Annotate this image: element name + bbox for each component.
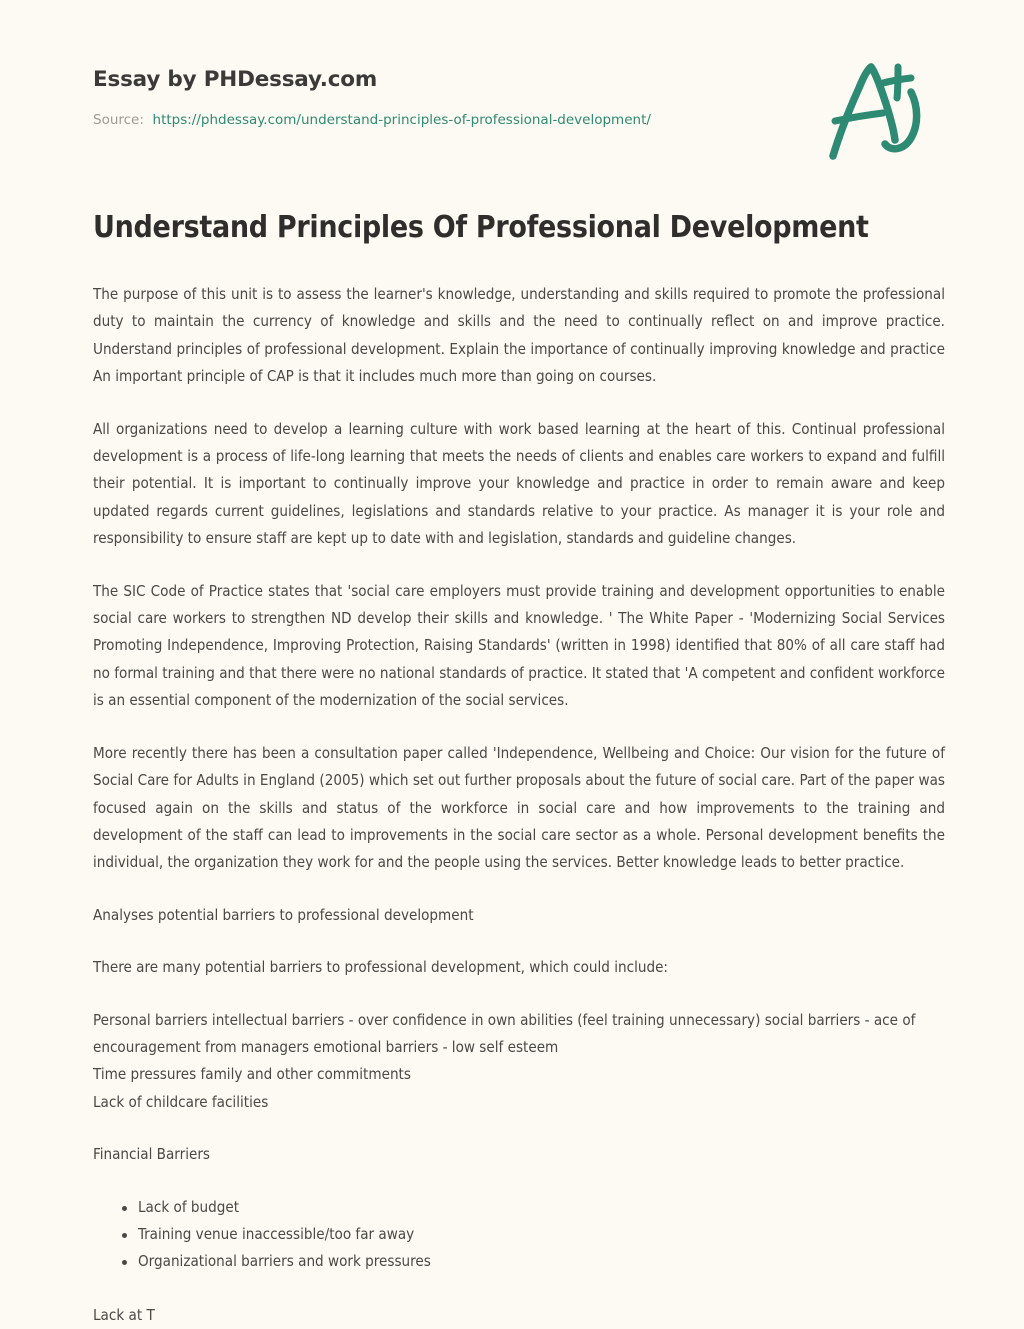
trailing-line: Lack at T (93, 1305, 155, 1324)
source-label: Source: (93, 111, 144, 128)
paragraph-1: The purpose of this unit is to assess the learner's knowledge, understanding and skills required to promote the professional duty to maintain the currency of knowledge and skills and the need to continually reflect on and improve practice. Understand principles of professional development. Explain the importance of continually improving knowledge and practice An important principle of CAP is that it includes much more than going on courses. (93, 285, 945, 386)
source-line (93, 112, 651, 128)
page-title: Understand Principles Of Professional Development (93, 210, 869, 245)
aplus-logo-icon (805, 52, 945, 167)
brand-title: Essay by PHDessay.com (93, 67, 378, 92)
article-body (93, 210, 945, 1329)
list-item (93, 1194, 945, 1221)
source-url-link[interactable]: https://phdessay.com/understand-principles-of-professional-development/ (152, 111, 651, 128)
list-item-label: Lack of budget (138, 1197, 240, 1216)
brand-block (93, 68, 651, 128)
personal-barriers-line-1: Personal barriers intellectual barriers - over confidence in own abilities (feel training unnecessary) social barriers - ace of encouragement from managers emotional barriers - low self esteem (93, 1010, 916, 1056)
financial-barriers-list (93, 1194, 945, 1276)
paragraph-4: More recently there has been a consultation paper called 'Independence, Wellbeing and Choice: Our vision for the future of Social Care for Adults in England (2005) which set out further proposals about the future of social care. Part of the paper was focused again on the skills and status of the workforce in social care and how improvements to the training and development of the staff can lead to improvements in the social care sector as a whole. Personal development benefits the individual, the organization they work for and the people using the services. Better knowledge leads to better practice. (93, 743, 945, 872)
site-header (0, 0, 1024, 190)
list-item (93, 1248, 945, 1275)
financial-barriers-heading: Financial Barriers (93, 1145, 210, 1164)
paragraph-2: All organizations need to develop a learning culture with work based learning at the heart of this. Continual professional development is a process of life-long learning that meets the needs of clients and enables care workers to expand and fulfill their potential. It is important to continually improve your knowledge and practice in order to remain aware and keep updated regards current guidelines, legislations and standards relative to your practice. As manager it is your role and responsibility to ensure staff are kept up to date with and legislation, standards and guideline changes. (93, 419, 945, 548)
list-item-label: Training venue inaccessible/too far away (138, 1224, 415, 1243)
personal-barriers-line-3: Lack of childcare facilities (93, 1092, 269, 1111)
barriers-intro-line: There are many potential barriers to professional development, which could include: (93, 958, 669, 977)
personal-barriers-line-2: Time pressures family and other commitments (93, 1065, 411, 1084)
list-item-label: Organizational barriers and work pressures (138, 1252, 431, 1271)
section-heading-barriers: Analyses potential barriers to professional development (93, 905, 474, 924)
aplus-logo[interactable] (805, 52, 945, 167)
list-item (93, 1221, 945, 1248)
paragraph-3: The SIC Code of Practice states that 'social care employers must provide training and development opportunities to enable social care workers to strengthen ND develop their skills and knowledge. ' The White Paper - 'Modernizing Social Services Promoting Independence, Improving Protection, Raising Standards' (written in 1998) identified that 80% of all care staff had no formal training and that there were no national standards of practice. It stated that 'A competent and confident workforce is an essential component of the modernization of the social services. (93, 581, 945, 710)
